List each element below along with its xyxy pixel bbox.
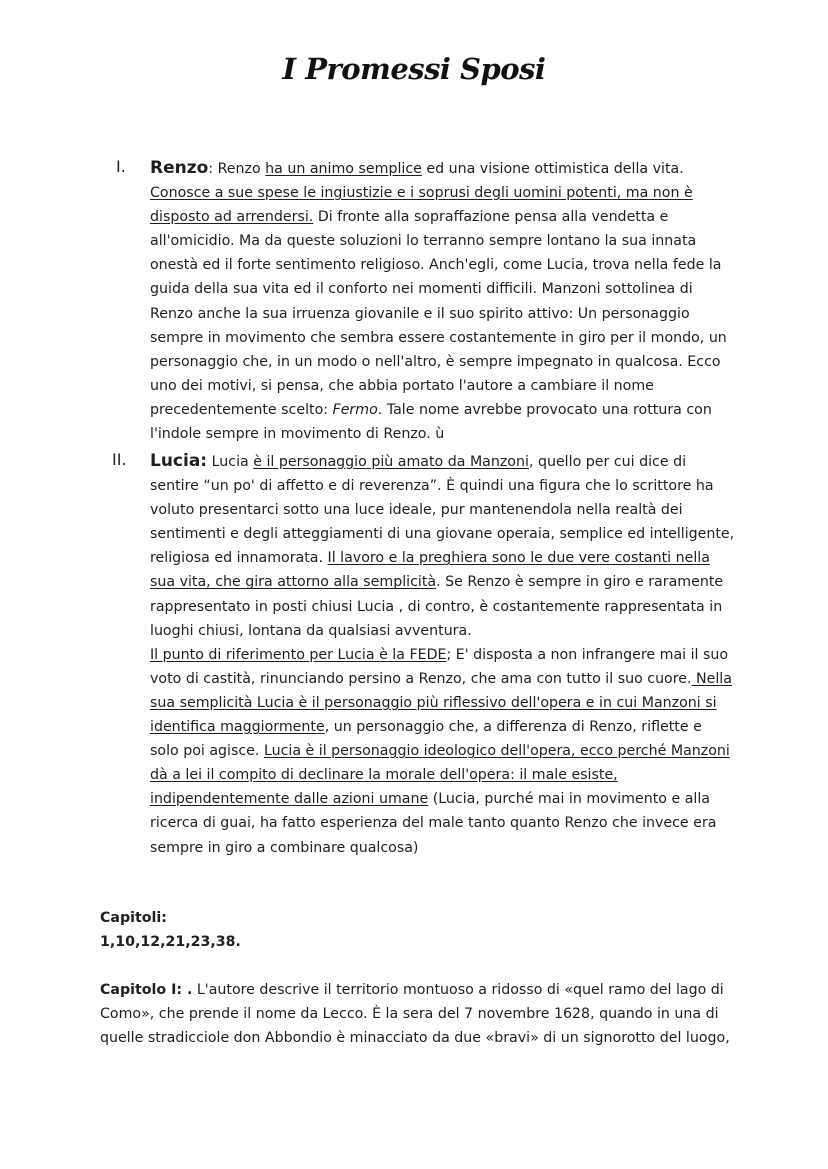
chapters-block — [100, 906, 740, 954]
underlined-text: Conosce a sue spese le ingiustizie e i soprusi degli uomini potenti, ma non è disposto ad arrendersi. — [150, 185, 693, 226]
chapter-1-block — [100, 978, 740, 1050]
chapters-list: 1,10,12,21,23,38. — [100, 934, 241, 951]
section-lucia — [150, 449, 735, 860]
chapters-label: Capitoli: — [100, 910, 167, 926]
list-marker-2: II. — [112, 450, 127, 469]
lucia-paragraph-2: Il punto di riferimento per Lucia è la FEDE; E' disposta a non infrangere mai il suo voto di castità, rinunciando persino a Renzo, che ama con tutto il suo cuore. Nella sua semplicità Lucia è il personaggio più riflessivo dell'opera e in cui Manzoni si identifica maggiormente, un personaggio che, a differenza di Renzo, riflette e solo poi agisce. Lucia è il personaggio ideologico dell'opera, ecco perché Manzoni dà a lei il compito di declinare la morale dell'opera: il male esiste, indipendentemente dalle azioni umane (Lucia, purché mai in movimento e alla ricerca di guai, ha fatto esperienza del male tanto quanto Renzo che invece era sempre in giro a combinare qualcosa) — [150, 646, 732, 856]
section-heading-lucia: Lucia: — [150, 451, 208, 471]
renzo-paragraph: Renzo: Renzo ha un animo semplice ed una visione ottimistica della vita. Conosce a sue spese le ingiustizie e i soprusi degli uomini potenti, ma non è disposto ad arrendersi. Di fronte alla sopraffazione pensa alla vendetta e all'omicidio. Ma da queste soluzioni lo terranno sempre lontano la sua innata onestà ed il forte sentimento religioso. Anch'egli, come Lucia, trova nella fede la guida della sua vita ed il conforto nei momenti difficili. Manzoni sottolinea di Renzo anche la sua irruenza giovanile e il suo spirito attivo: Un personaggio sempre in movimento che sembra essere costantemente in giro per il mondo, un personaggio che, in un modo o nell'altro, è sempre impegnato in qualcosa. Ecco uno dei motivi, si pensa, che abbia portato l'autore a cambiare il nome precedentemente scelto: Fermo. Tale nome avrebbe provocato una rottura con l'indole sempre in movimento di Renzo. ù — [150, 158, 727, 443]
italic-text: Fermo — [332, 401, 378, 418]
underlined-text: Lucia è il personaggio ideologico dell'opera, ecco perché Manzoni dà a lei il compito di declinare la morale dell'opera: il male esiste, indipendentemente dalle azioni umane — [150, 743, 730, 808]
chapter-1-paragraph — [100, 978, 740, 1050]
underlined-text: Il punto di riferimento per Lucia è la FEDE — [150, 646, 447, 663]
underlined-text: è il personaggio più amato da Manzoni — [253, 454, 529, 470]
section-renzo — [150, 156, 735, 446]
list-marker-1: I. — [116, 157, 126, 176]
document-title: I Promessi Sposi — [282, 52, 546, 86]
chapter-1-text: L'autore descrive il territorio montuoso a ridosso di «quel ramo del lago di Como», che prende il nome da Lecco. È la sera del 7 novembre 1628, quando in una di quelle stradicciole don Abbondio è minacciato da due «bravi» di un signorotto del luogo, — [100, 982, 730, 1047]
section-heading-renzo: Renzo — [150, 158, 209, 178]
underlined-text: ha un animo semplice — [265, 161, 422, 177]
chapter-1-label: Capitolo I: . — [100, 982, 193, 998]
lucia-paragraph-1: Lucia: Lucia è il personaggio più amato da Manzoni, quello per cui dice di sentire “un po' di affetto e di reverenza”. È quindi una figura che lo scrittore ha voluto presentarci sotto una luce ideale, pur mantenendola nella realtà dei sentimenti e degli atteggiamenti di una giovane operaia, semplice ed intelligente, religiosa ed innamorata. Il lavoro e la preghiera sono le due vere costanti nella sua vita, che gira attorno alla semplicità. Se Renzo è sempre in giro e raramente rappresentato in posti chiusi Lucia , di contro, è costantemente rappresentata in luoghi chiusi, lontana da qualsiasi avventura. — [150, 451, 735, 639]
underlined-text: Nella sua semplicità Lucia è il personaggio più riflessivo dell'opera e in cui Manzoni si identifica maggiormente — [150, 670, 732, 736]
underlined-text: Il lavoro e la preghiera sono le due vere costanti nella sua vita, che gira attorno alla semplicità — [150, 550, 710, 591]
